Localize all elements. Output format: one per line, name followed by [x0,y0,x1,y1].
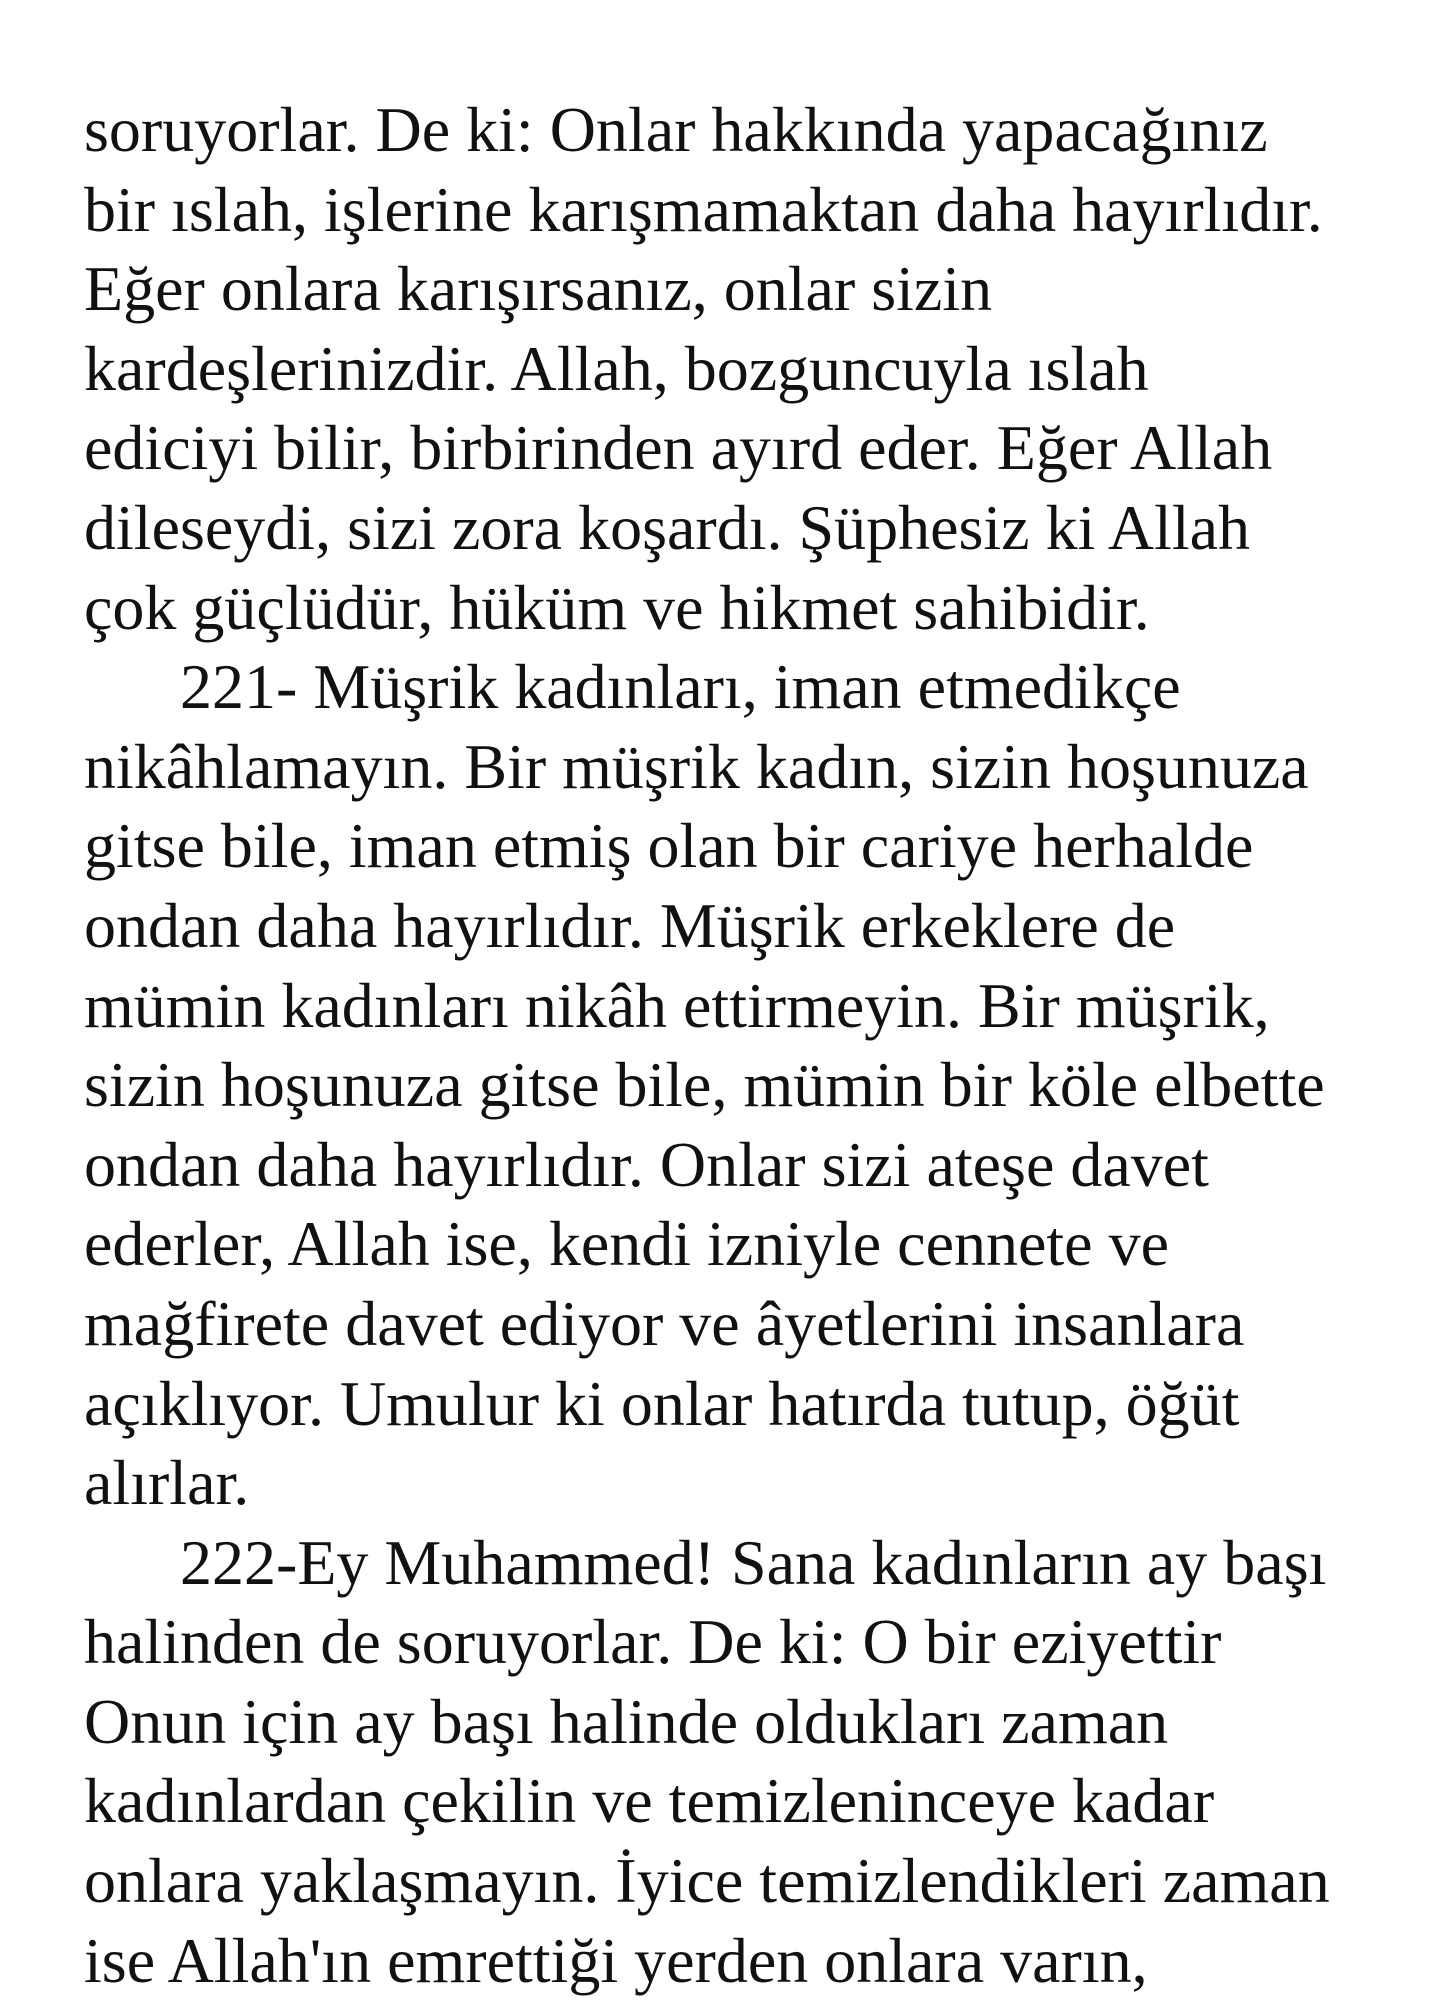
text-line: çok güçlüdür, hüküm ve hikmet sahibidir. [84,571,1150,643]
text-line: nikâhlamayın. Bir müşrik kadın, sizin hoşunuza [84,730,1309,802]
text-line: gitse bile, iman etmiş olan bir cariye herhalde [84,810,1254,882]
text-line: mümin kadınları nikâh ettirmeyin. Bir müşrik, [84,969,1270,1041]
text-line: Eğer onlara karışırsanız, onlar sizin [84,253,993,325]
text-line: ise Allah'ın emrettiği yerden onlara varın, [84,1924,1148,1996]
verse-222-start: 222-Ey Muhammed! Sana kadınların ay başı [180,1526,1327,1598]
text-line: kadınlardan çekilin ve temizleninceye kadar [84,1765,1215,1837]
text-line: açıklıyor. Umulur ki onlar hatırda tutup, öğüt [84,1367,1240,1439]
text-line: ondan daha hayırlıdır. Müşrik erkeklere de [84,889,1176,961]
text-line: halinden de soruyorlar. De ki: O bir eziyettir [84,1606,1222,1678]
verse-221-start: 221- Müşrik kadınları, iman etmedikçe [180,651,1181,723]
text-line: ederler, Allah ise, kendi izniyle cennete ve [84,1208,1169,1280]
text-line: ondan daha hayırlıdır. Onlar sizi ateşe davet [84,1128,1209,1200]
document-page [84,90,1384,2000]
text-line: bir ıslah, işlerine karışmamaktan daha hayırlıdır. [84,173,1323,245]
text-line: dileseydi, sizi zora koşardı. Şüphesiz ki Allah [84,491,1250,563]
text-line: Onun için ay başı halinde oldukları zaman [84,1685,1169,1757]
text-line: alırlar. [84,1447,250,1519]
text-line: kardeşlerinizdir. Allah, bozguncuyla ıslah [84,332,1149,404]
text-line: ediciyi bilir, birbirinden ayırd eder. Eğer Allah [84,412,1273,484]
text-line: soruyorlar. De ki: Onlar hakkında yapacağınız [84,94,1268,165]
text-line: sizin hoşunuza gitse bile, mümin bir köle elbette [84,1049,1325,1121]
text-line: onlara yaklaşmayın. İyice temizlendikleri zaman [84,1845,1330,1917]
text-line: mağfirete davet ediyor ve âyetlerini insanlara [84,1287,1245,1359]
